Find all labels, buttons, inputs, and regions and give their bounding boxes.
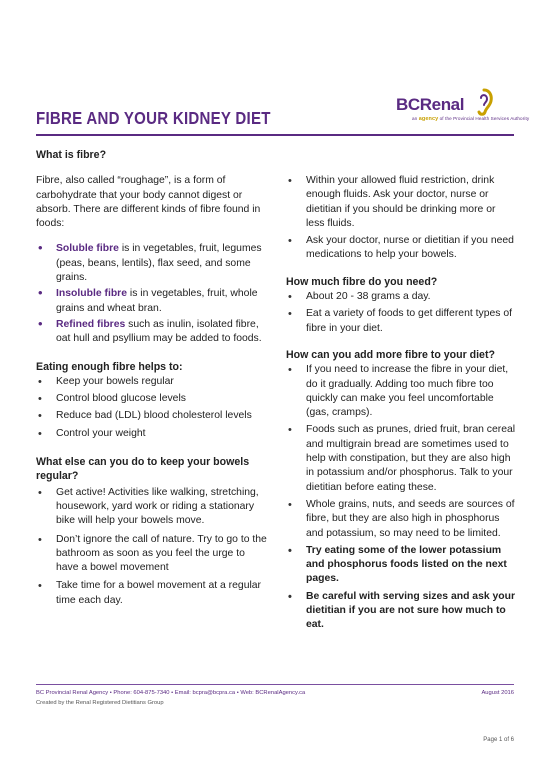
logo-wordmark (396, 95, 464, 115)
list-item: • About 20 - 38 grams a day. (286, 290, 516, 304)
list-item: • Be careful with serving sizes and ask your dietitian if you are not sure how much to eat. (286, 590, 516, 633)
list-item-keyword: Refined fibres (56, 318, 126, 330)
logo-agency-suffix: of the Provincial Health Services Authority (439, 116, 530, 121)
bowels-regular-heading: What else can you do to keep your bowels regular? (36, 456, 250, 483)
footer-credit: Created by the Renal Registered Dietitians Group (36, 700, 164, 706)
page-title: FIBRE AND YOUR KIDNEY DIET (36, 108, 271, 128)
page-number: Page 1 of 6 (483, 737, 514, 743)
list-item: • Try eating some of the lower potassium and phosphorus foods listed on the next pages. (286, 544, 516, 587)
list-item: • Whole grains, nuts, and seeds are sources of fibre, but they are also high in phosphorus and potassium, so may need to be limited. (286, 498, 516, 541)
logo-renal-text: Renal (419, 95, 465, 114)
list-item-text: is in vegetables, fruit, legumes (peas, beans, lentils), flax seed, and some grains. (56, 243, 262, 284)
list-item: • Eat a variety of foods to get different types of fibre in your diet. (286, 307, 516, 336)
list-item-text: is in vegetables, fruit, whole grains and wheat bran. (56, 288, 258, 314)
footer-contact: BC Provincial Renal Agency • Phone: 604-875-7340 • Email: bcpra@bcpra.ca • Web: BCRenalAgency.ca (36, 690, 306, 696)
list-item-keyword: Soluble fibre (56, 243, 119, 255)
list-item-text: such as inulin, isolated fibre, oat hull and psyllium may be added to foods. (56, 318, 262, 345)
bowels-regular-list (36, 486, 268, 608)
what-is-fibre-heading: What is fibre? (36, 149, 107, 161)
list-item: • Control blood glucose levels (36, 392, 268, 406)
list-item (36, 318, 268, 347)
list-item-keyword: Insoluble fibre (56, 288, 128, 300)
list-item (36, 242, 268, 285)
list-item: • Get active! Activities like walking, stretching, housework, yard work or riding a stationary bike will help your bowels move. (36, 486, 268, 529)
list-item: • Take time for a bowel movement at a regular time each day. (36, 579, 268, 608)
list-item: • Don’t ignore the call of nature. Try to go to the bathroom as soon as you feel the urge to have a bowel movement (36, 533, 268, 576)
list-item: • Keep your bowels regular (36, 375, 268, 389)
list-item: • Reduce bad (LDL) blood cholesterol levels (36, 409, 268, 423)
right-column (286, 174, 516, 633)
header-divider (36, 134, 514, 136)
logo-agency-prefix: an (412, 116, 418, 121)
ear-icon (474, 88, 494, 116)
how-much-fibre-list (286, 290, 516, 336)
fluids-list (286, 174, 516, 263)
footer-date: August 2016 (481, 690, 514, 696)
fibre-benefits-heading: Eating enough fibre helps to: (36, 360, 183, 373)
footer-divider (36, 684, 514, 685)
add-more-fibre-heading: How can you add more fibre to your diet? (286, 348, 495, 361)
list-item: • Foods such as prunes, dried fruit, bran cereal and multigrain bread are sometimes used to help with constipation, but they are also high in potassium and/or phosphorus. Talk to your dietitian before eating these. (286, 423, 516, 494)
list-item: • Ask your doctor, nurse or dietitian if you need medications to help your bowels. (286, 234, 516, 263)
bc-renal-logo (396, 86, 530, 136)
logo-agency-word: agency (418, 116, 439, 122)
logo-bc-text: BC (396, 95, 420, 114)
logo-agency-line (412, 116, 529, 122)
list-item: • If you need to increase the fibre in your diet, do it gradually. Adding too much fibre too quickly can make you feel uncomfortable (gas, cramps). (286, 363, 516, 420)
add-more-fibre-list (286, 363, 516, 632)
list-item: • Within your allowed fluid restriction, drink enough fluids. Ask your doctor, nurse or dietitian if you should be drinking more or less fluids. (286, 174, 516, 231)
fibre-benefits-list (36, 375, 268, 441)
fibre-types-list (36, 242, 268, 346)
list-item: • Control your weight (36, 427, 268, 441)
left-column (36, 148, 268, 608)
how-much-fibre-heading: How much fibre do you need? (286, 275, 438, 288)
list-item (36, 287, 268, 316)
what-is-fibre-paragraph: Fibre, also called “roughage”, is a form of carbohydrate that your body cannot digest or absorb. There are different kinds of fibre found in foods: (36, 175, 261, 230)
